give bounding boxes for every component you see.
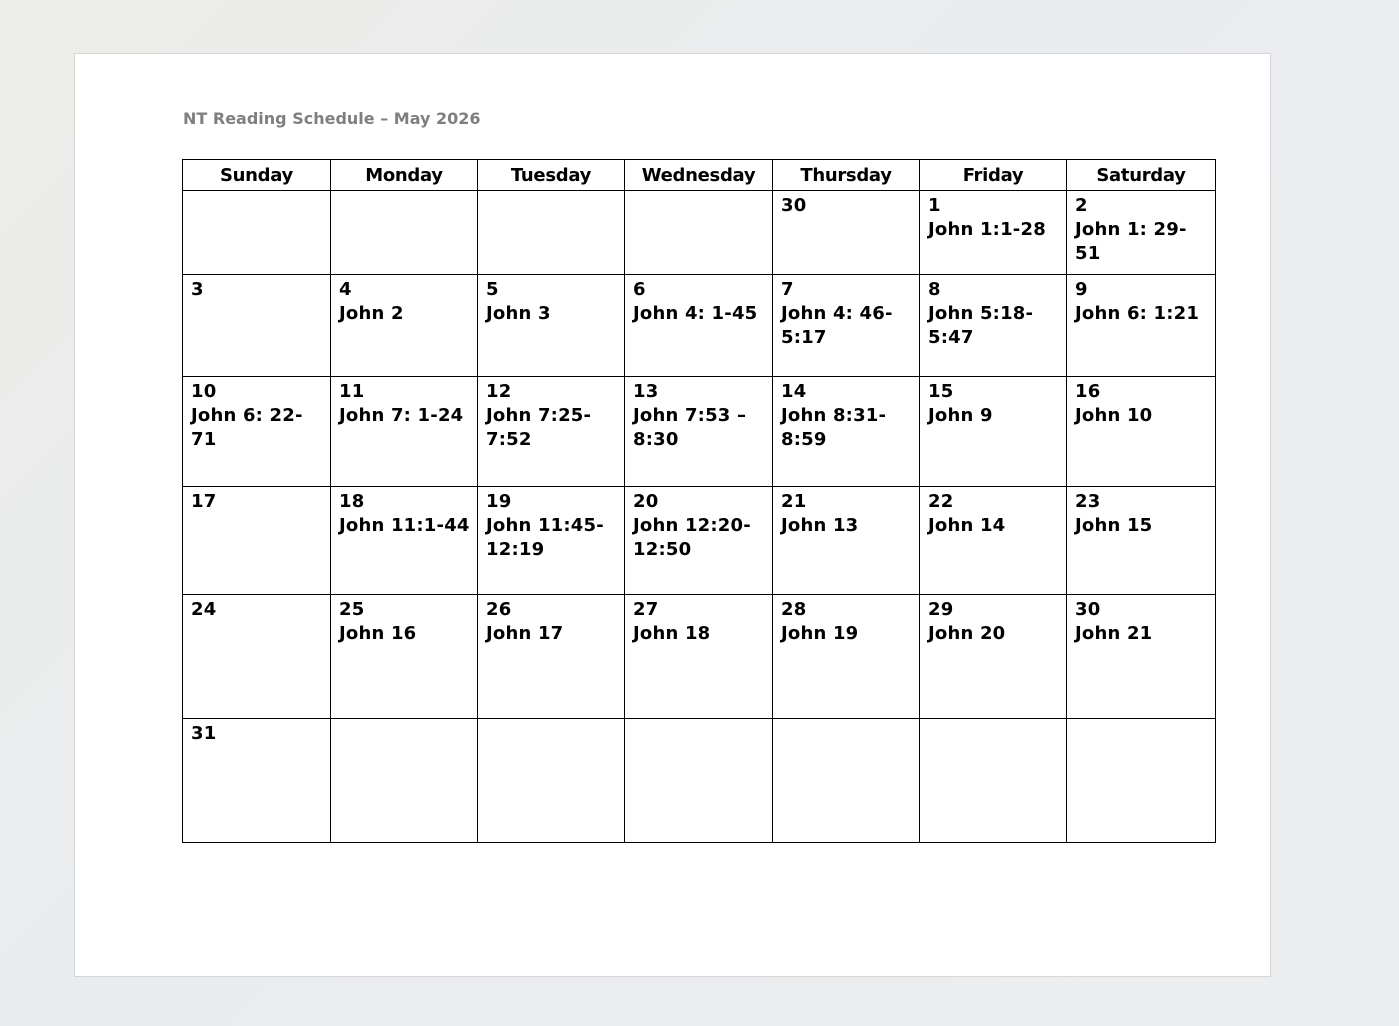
calendar-day-cell [478, 595, 625, 719]
reading-assignment: John 1: 29-51 [1075, 219, 1187, 264]
weekday-header-sunday: Sunday [183, 160, 331, 191]
day-cell-content [920, 487, 1066, 538]
day-cell-content [478, 275, 624, 326]
reading-assignment: John 5:18-5:47 [928, 303, 1034, 348]
day-number: 15 [928, 381, 954, 402]
day-number: 21 [781, 491, 807, 512]
calendar-day-cell [625, 275, 773, 377]
calendar-day-cell [331, 275, 478, 377]
day-cell-content [773, 719, 919, 722]
day-number: 30 [1075, 599, 1101, 620]
day-cell-content [773, 595, 919, 646]
calendar-day-cell [920, 377, 1067, 487]
calendar-day-cell [1067, 719, 1216, 843]
calendar-day-cell [773, 275, 920, 377]
day-cell-content [331, 719, 477, 722]
day-number: 17 [191, 491, 217, 512]
reading-assignment: John 21 [1075, 623, 1153, 644]
calendar-day-cell [773, 191, 920, 275]
week-row [183, 191, 1216, 275]
reading-assignment: John 7:25-7:52 [486, 405, 592, 450]
reading-assignment: John 10 [1075, 405, 1153, 426]
day-cell-content [478, 377, 624, 452]
calendar-day-cell [478, 377, 625, 487]
week-row [183, 595, 1216, 719]
calendar-day-cell [773, 377, 920, 487]
day-cell-content [183, 595, 330, 622]
day-cell-content [1067, 377, 1215, 428]
day-number: 6 [633, 279, 646, 300]
reading-assignment: John 9 [928, 405, 993, 426]
calendar-day-cell [183, 275, 331, 377]
day-cell-content [478, 719, 624, 722]
day-number: 24 [191, 599, 217, 620]
calendar-day-cell [625, 595, 773, 719]
day-number: 8 [928, 279, 941, 300]
reading-assignment: John 7:53 – 8:30 [633, 405, 747, 450]
day-cell-content [331, 377, 477, 428]
day-cell-content [1067, 275, 1215, 326]
reading-assignment: John 7: 1-24 [339, 405, 464, 426]
calendar-day-cell [331, 595, 478, 719]
reading-assignment: John 20 [928, 623, 1006, 644]
calendar-day-cell [1067, 275, 1216, 377]
day-cell-content [183, 191, 330, 194]
day-number: 29 [928, 599, 954, 620]
reading-assignment: John 19 [781, 623, 859, 644]
calendar-day-cell [1067, 377, 1216, 487]
reading-assignment: John 6: 22-71 [191, 405, 303, 450]
calendar-day-cell [625, 487, 773, 595]
day-cell-content [773, 487, 919, 538]
day-cell-content [478, 595, 624, 646]
day-cell-content [625, 487, 772, 562]
day-cell-content [478, 191, 624, 194]
day-cell-content [625, 377, 772, 452]
day-cell-content [773, 191, 919, 218]
day-cell-content [625, 595, 772, 646]
day-cell-content [331, 275, 477, 326]
day-cell-content [920, 595, 1066, 646]
week-row [183, 377, 1216, 487]
calendar-day-cell [183, 595, 331, 719]
reading-assignment: John 6: 1:21 [1075, 303, 1200, 324]
reading-assignment: John 16 [339, 623, 417, 644]
reading-assignment: John 12:20-12:50 [633, 515, 751, 560]
day-number: 16 [1075, 381, 1101, 402]
calendar-day-cell [478, 275, 625, 377]
day-number: 10 [191, 381, 217, 402]
weekday-header-thursday: Thursday [773, 160, 920, 191]
calendar-table [182, 159, 1216, 843]
calendar-day-cell [331, 377, 478, 487]
day-cell-content [920, 719, 1066, 722]
day-cell-content [478, 487, 624, 562]
day-number: 25 [339, 599, 365, 620]
reading-assignment: John 11:1-44 [339, 515, 470, 536]
day-number: 23 [1075, 491, 1101, 512]
reading-assignment: John 11:45-12:19 [486, 515, 604, 560]
reading-assignment: John 8:31-8:59 [781, 405, 887, 450]
reading-assignment: John 4: 1-45 [633, 303, 758, 324]
day-cell-content [773, 275, 919, 350]
day-cell-content [1067, 191, 1215, 266]
weekday-header-tuesday: Tuesday [478, 160, 625, 191]
calendar-day-cell [331, 487, 478, 595]
day-number: 26 [486, 599, 512, 620]
weekday-header-wednesday: Wednesday [625, 160, 773, 191]
calendar-day-cell [773, 595, 920, 719]
day-number: 3 [191, 279, 204, 300]
calendar-day-cell [478, 487, 625, 595]
day-cell-content [625, 719, 772, 722]
day-number: 18 [339, 491, 365, 512]
calendar-day-cell [183, 719, 331, 843]
calendar-day-cell [331, 719, 478, 843]
day-cell-content [183, 377, 330, 452]
day-cell-content [1067, 595, 1215, 646]
week-row [183, 487, 1216, 595]
reading-assignment: John 14 [928, 515, 1006, 536]
calendar-day-cell [920, 719, 1067, 843]
calendar-day-cell [1067, 191, 1216, 275]
page-title: NT Reading Schedule – May 2026 [183, 109, 481, 128]
day-cell-content [920, 191, 1066, 242]
calendar-day-cell [920, 595, 1067, 719]
calendar-day-cell [773, 487, 920, 595]
week-row [183, 719, 1216, 843]
day-cell-content [331, 595, 477, 646]
document-page [74, 53, 1271, 977]
reading-assignment: John 15 [1075, 515, 1153, 536]
reading-assignment: John 3 [486, 303, 551, 324]
day-cell-content [625, 191, 772, 194]
day-number: 14 [781, 381, 807, 402]
day-number: 27 [633, 599, 659, 620]
reading-assignment: John 1:1-28 [928, 219, 1046, 240]
day-number: 30 [781, 195, 807, 216]
day-number: 22 [928, 491, 954, 512]
day-number: 4 [339, 279, 352, 300]
reading-assignment: John 4: 46-5:17 [781, 303, 893, 348]
day-number: 28 [781, 599, 807, 620]
day-number: 20 [633, 491, 659, 512]
reading-assignment: John 18 [633, 623, 711, 644]
calendar-day-cell [331, 191, 478, 275]
day-cell-content [183, 487, 330, 514]
day-cell-content [331, 191, 477, 194]
day-cell-content [1067, 487, 1215, 538]
reading-assignment: John 17 [486, 623, 564, 644]
day-number: 9 [1075, 279, 1088, 300]
day-cell-content [1067, 719, 1215, 722]
weekday-header-row [183, 160, 1216, 191]
reading-assignment: John 2 [339, 303, 404, 324]
week-row [183, 275, 1216, 377]
day-cell-content [920, 377, 1066, 428]
day-cell-content [625, 275, 772, 326]
calendar-day-cell [183, 377, 331, 487]
calendar-day-cell [920, 487, 1067, 595]
calendar-day-cell [773, 719, 920, 843]
calendar-day-cell [1067, 487, 1216, 595]
day-number: 11 [339, 381, 365, 402]
calendar-day-cell [920, 275, 1067, 377]
calendar-day-cell [478, 719, 625, 843]
calendar-day-cell [625, 719, 773, 843]
day-number: 31 [191, 723, 217, 744]
day-cell-content [183, 275, 330, 302]
day-number: 1 [928, 195, 941, 216]
calendar-day-cell [1067, 595, 1216, 719]
calendar-day-cell [625, 191, 773, 275]
calendar-day-cell [183, 487, 331, 595]
day-number: 13 [633, 381, 659, 402]
weekday-header-monday: Monday [331, 160, 478, 191]
calendar-day-cell [478, 191, 625, 275]
day-number: 7 [781, 279, 794, 300]
day-number: 12 [486, 381, 512, 402]
weekday-header-saturday: Saturday [1067, 160, 1216, 191]
day-number: 2 [1075, 195, 1088, 216]
day-cell-content [183, 719, 330, 746]
calendar-day-cell [920, 191, 1067, 275]
day-number: 5 [486, 279, 499, 300]
calendar-day-cell [183, 191, 331, 275]
calendar-day-cell [625, 377, 773, 487]
day-number: 19 [486, 491, 512, 512]
day-cell-content [920, 275, 1066, 350]
reading-assignment: John 13 [781, 515, 859, 536]
weekday-header-friday: Friday [920, 160, 1067, 191]
day-cell-content [331, 487, 477, 538]
day-cell-content [773, 377, 919, 452]
